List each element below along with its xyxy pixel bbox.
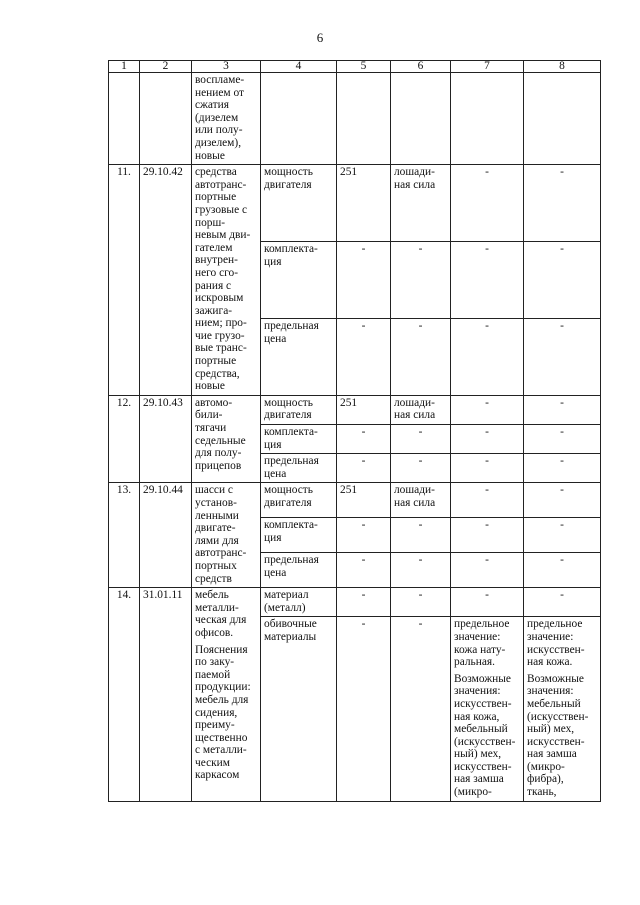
- header-cell: 8: [524, 61, 601, 73]
- table-row: [109, 165, 601, 242]
- characteristic-name: материал (металл): [261, 588, 337, 617]
- header-cell: 1: [109, 61, 140, 73]
- unit-code: -: [337, 617, 391, 801]
- value-col8: -: [524, 425, 601, 454]
- okpd-code: 31.01.11: [140, 588, 192, 802]
- table-row: [109, 588, 601, 617]
- unit-code: -: [337, 242, 391, 319]
- value-col8: -: [524, 318, 601, 395]
- unit-name: -: [391, 553, 451, 588]
- procurement-note: Пояснения по заку- паемой продукции: мебель для сидения, преиму- щественно с металли- ческим каркасом: [195, 643, 251, 782]
- value-col7: -: [451, 425, 524, 454]
- product-name: автомо- били- тягачи седельные для полу- прицепов: [192, 395, 261, 483]
- row-number: 12.: [109, 395, 140, 483]
- table-row: [109, 395, 601, 424]
- header-cell: 6: [391, 61, 451, 73]
- characteristic-name: предельная цена: [261, 318, 337, 395]
- unit-code: -: [337, 454, 391, 483]
- possible-values: Возможные значения: искусствен- ная кожа, мебельный (искусствен- ный) мех, искусствен- ная замша (микро-: [454, 672, 516, 799]
- characteristic-name: мощность двигателя: [261, 165, 337, 242]
- continuation-row: [109, 73, 601, 165]
- characteristic-name: мощность двигателя: [261, 483, 337, 518]
- row-number: 14.: [109, 588, 140, 802]
- value-col7: -: [451, 318, 524, 395]
- value-col7: -: [451, 395, 524, 424]
- unit-name: -: [391, 242, 451, 319]
- unit-code: -: [337, 425, 391, 454]
- product-name: [192, 588, 261, 802]
- unit-name: -: [391, 454, 451, 483]
- header-cell: 3: [192, 61, 261, 73]
- product-name: средства автотранс- портные грузовые с порш- невым дви- гателем внутрен- него сго- рания с искровым зажига- нием; про- чие грузо- вые транс- портные средства, новые: [192, 165, 261, 396]
- limit-value: предельное значение: кожа нату- ральная.: [454, 618, 510, 669]
- table-body: [109, 61, 601, 802]
- okpd-code: 29.10.43: [140, 395, 192, 483]
- value-col8: -: [524, 454, 601, 483]
- unit-code: -: [337, 588, 391, 617]
- characteristic-name: предельная цена: [261, 553, 337, 588]
- value-col7: -: [451, 553, 524, 588]
- value-col7: -: [451, 454, 524, 483]
- unit-name: лошади- ная сила: [391, 165, 451, 242]
- value-col7: -: [451, 242, 524, 319]
- header-cell: 2: [140, 61, 192, 73]
- value-col7: -: [451, 518, 524, 553]
- unit-code: 251: [337, 395, 391, 424]
- value-col7: -: [451, 483, 524, 518]
- value-col8: -: [524, 588, 601, 617]
- row-number: 13.: [109, 483, 140, 588]
- header-cell: 5: [337, 61, 391, 73]
- value-col8: -: [524, 242, 601, 319]
- value-col7: [451, 617, 524, 801]
- unit-code: -: [337, 553, 391, 588]
- unit-code: 251: [337, 165, 391, 242]
- unit-code: -: [337, 518, 391, 553]
- value-col8: -: [524, 395, 601, 424]
- limit-value: предельное значение: искусствен- ная кожа.: [527, 618, 585, 669]
- value-col8: -: [524, 483, 601, 518]
- characteristic-name: предельная цена: [261, 454, 337, 483]
- value-col7: -: [451, 588, 524, 617]
- okpd-code: 29.10.42: [140, 165, 192, 396]
- characteristic-name: комплекта- ция: [261, 425, 337, 454]
- row-number: 11.: [109, 165, 140, 396]
- characteristic-name: обивочные материалы: [261, 617, 337, 801]
- unit-name: -: [391, 318, 451, 395]
- value-col7: -: [451, 165, 524, 242]
- data-table: [108, 60, 601, 802]
- unit-name: лошади- ная сила: [391, 483, 451, 518]
- characteristic-name: мощность двигателя: [261, 395, 337, 424]
- characteristic-name: комплекта- ция: [261, 518, 337, 553]
- possible-values: Возможные значения: мебельный (искусствен- ный) мех, искусствен- ная замша (микро- фибра), ткань,: [527, 672, 589, 799]
- header-cell: 7: [451, 61, 524, 73]
- product-name: шасси с установ- ленными двигате- лями для автотранс- портных средств: [192, 483, 261, 588]
- okpd-code: 29.10.44: [140, 483, 192, 588]
- unit-code: -: [337, 318, 391, 395]
- value-col8: -: [524, 518, 601, 553]
- unit-code: 251: [337, 483, 391, 518]
- unit-name: лошади- ная сила: [391, 395, 451, 424]
- unit-name: -: [391, 425, 451, 454]
- characteristic-name: комплекта- ция: [261, 242, 337, 319]
- continuation-name: воспламе- нением от сжатия (дизелем или полу- дизелем), новые: [192, 73, 261, 165]
- unit-name: -: [391, 617, 451, 801]
- table-row: [109, 483, 601, 518]
- header-cell: 4: [261, 61, 337, 73]
- value-col8: -: [524, 553, 601, 588]
- unit-name: -: [391, 518, 451, 553]
- value-col8: [524, 617, 601, 801]
- value-col8: -: [524, 165, 601, 242]
- header-row: [109, 61, 601, 73]
- page-number: 6: [316, 30, 324, 45]
- product-name-text: мебель металли- ческая для офисов.: [195, 589, 247, 639]
- unit-name: -: [391, 588, 451, 617]
